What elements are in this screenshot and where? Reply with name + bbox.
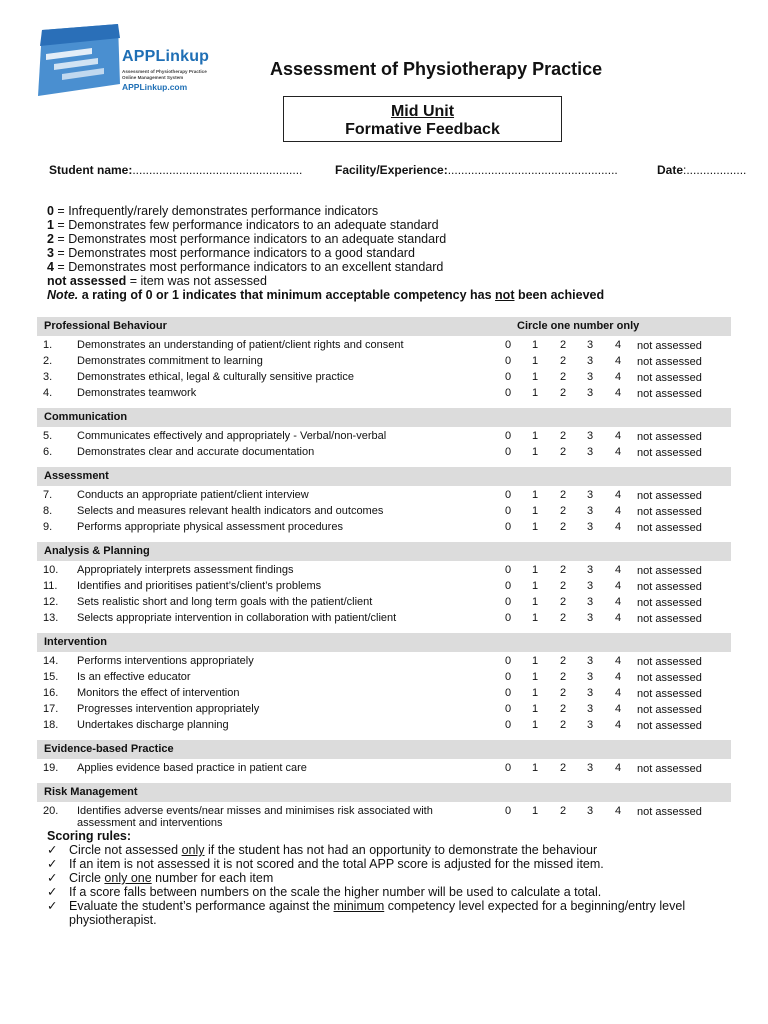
- logo-tagline: [122, 69, 242, 80]
- item-row: [37, 703, 731, 719]
- score-option-2[interactable]: 2: [559, 687, 567, 699]
- date-label: Date: [657, 163, 684, 177]
- item-row: [37, 446, 731, 462]
- not-assessed-option[interactable]: not assessed: [637, 597, 702, 609]
- not-assessed-option[interactable]: not assessed: [637, 581, 702, 593]
- score-option-0[interactable]: 0: [504, 387, 512, 399]
- checkmark-icon: ✓: [47, 843, 58, 857]
- score-option-1[interactable]: 1: [531, 339, 539, 351]
- score-option-0[interactable]: 0: [504, 596, 512, 608]
- not-assessed-option[interactable]: not assessed: [637, 447, 702, 459]
- score-option-3[interactable]: 3: [586, 430, 594, 442]
- note-before: a rating of 0 or 1 indicates that minimum acceptable competency has: [78, 288, 496, 302]
- not-assessed-option[interactable]: not assessed: [637, 522, 702, 534]
- score-option-1[interactable]: 1: [531, 580, 539, 592]
- item-row: [37, 339, 731, 355]
- section-header: [37, 408, 731, 427]
- item-text: Appropriately interprets assessment findings: [77, 564, 294, 576]
- logo-name: APPLinkup: [122, 48, 210, 65]
- item-row: [37, 671, 731, 687]
- not-assessed-option[interactable]: not assessed: [637, 656, 702, 668]
- score-option-1[interactable]: 1: [531, 430, 539, 442]
- not-assessed-option[interactable]: not assessed: [637, 356, 702, 368]
- rule-emphasis: only: [181, 843, 205, 857]
- score-option-1[interactable]: 1: [531, 387, 539, 399]
- score-option-2[interactable]: 2: [559, 580, 567, 592]
- feedback-type-box: [283, 96, 562, 142]
- score-option-3[interactable]: 3: [586, 762, 594, 774]
- facility-field[interactable]: [335, 163, 618, 177]
- score-option-4[interactable]: 4: [614, 371, 622, 383]
- score-option-3[interactable]: 3: [586, 371, 594, 383]
- score-option-3[interactable]: 3: [586, 580, 594, 592]
- item-text: Monitors the effect of intervention: [77, 687, 240, 699]
- legend-line: [47, 232, 604, 246]
- score-option-0[interactable]: 0: [504, 805, 512, 817]
- item-text: Progresses intervention appropriately: [77, 703, 260, 715]
- score-option-2[interactable]: 2: [559, 671, 567, 683]
- legend-key: 1: [47, 218, 54, 232]
- score-option-1[interactable]: 1: [531, 762, 539, 774]
- logo-url: APPLinkup.com: [122, 82, 188, 92]
- item-number: 1.: [43, 339, 53, 351]
- score-option-1[interactable]: 1: [531, 655, 539, 667]
- legend-key: not assessed: [47, 274, 127, 288]
- score-option-3[interactable]: 3: [586, 355, 594, 367]
- section-title: Communication: [44, 411, 128, 423]
- score-option-4[interactable]: 4: [614, 387, 622, 399]
- item-row: [37, 521, 731, 537]
- score-option-1[interactable]: 1: [531, 703, 539, 715]
- rule-text-before: Circle: [69, 871, 105, 885]
- not-assessed-option[interactable]: not assessed: [637, 431, 702, 443]
- item-row: [37, 687, 731, 703]
- legend-line: [47, 260, 604, 274]
- not-assessed-option[interactable]: not assessed: [637, 372, 702, 384]
- not-assessed-option[interactable]: not assessed: [637, 506, 702, 518]
- score-option-3[interactable]: 3: [586, 719, 594, 731]
- score-option-0[interactable]: 0: [504, 655, 512, 667]
- item-number: 9.: [43, 521, 53, 533]
- facility-dots: ...................................................: [447, 163, 618, 177]
- item-text: Is an effective educator: [77, 671, 191, 683]
- checkmark-icon: ✓: [47, 857, 58, 871]
- score-option-0[interactable]: 0: [504, 446, 512, 458]
- score-option-2[interactable]: 2: [559, 355, 567, 367]
- scoring-rule: [47, 857, 727, 871]
- not-assessed-option[interactable]: not assessed: [637, 340, 702, 352]
- score-option-4[interactable]: 4: [614, 671, 622, 683]
- scoring-rule: [47, 843, 727, 857]
- score-option-2[interactable]: 2: [559, 371, 567, 383]
- legend-text: = Infrequently/rarely demonstrates performance indicators: [53, 204, 379, 218]
- legend-key: 2: [47, 232, 54, 246]
- score-option-3[interactable]: 3: [586, 687, 594, 699]
- item-number: 7.: [43, 489, 53, 501]
- item-text: Performs appropriate physical assessment procedures: [77, 521, 343, 533]
- legend-note: [47, 288, 604, 302]
- legend-line: [47, 246, 604, 260]
- rule-text-before: If a score falls between numbers on the scale the higher number will be used to calculate a total.: [69, 885, 602, 899]
- rule-emphasis: only one: [104, 871, 152, 885]
- legend-text: = Demonstrates most performance indicators to an adequate standard: [53, 232, 447, 246]
- box-line-2: Formative Feedback: [345, 121, 500, 138]
- section-rows: [37, 486, 731, 540]
- score-option-2[interactable]: 2: [559, 521, 567, 533]
- legend-line: [47, 218, 604, 232]
- score-option-4[interactable]: 4: [614, 355, 622, 367]
- item-text: Demonstrates ethical, legal & culturally sensitive practice: [77, 371, 354, 383]
- score-option-1[interactable]: 1: [531, 355, 539, 367]
- score-option-0[interactable]: 0: [504, 762, 512, 774]
- item-number: 10.: [43, 564, 59, 576]
- score-option-4[interactable]: 4: [614, 580, 622, 592]
- legend-text: = Demonstrates few performance indicators to an adequate standard: [53, 218, 439, 232]
- score-option-1[interactable]: 1: [531, 805, 539, 817]
- score-option-0[interactable]: 0: [504, 703, 512, 715]
- score-option-3[interactable]: 3: [586, 655, 594, 667]
- item-row: [37, 612, 731, 628]
- item-number: 2.: [43, 355, 53, 367]
- score-option-4[interactable]: 4: [614, 762, 622, 774]
- assessment-table: [37, 317, 731, 836]
- scoring-rule: [47, 885, 727, 899]
- item-number: 20.: [43, 805, 59, 817]
- item-text: Identifies adverse events/near misses and minimises risk associated with assessment and interventions: [77, 805, 433, 829]
- item-row: [37, 505, 731, 521]
- score-option-4[interactable]: 4: [614, 719, 622, 731]
- score-option-1[interactable]: 1: [531, 612, 539, 624]
- score-option-1[interactable]: 1: [531, 687, 539, 699]
- rule-text-after: if the student has not had an opportunity to demonstrate the behaviour: [204, 843, 598, 857]
- score-option-0[interactable]: 0: [504, 671, 512, 683]
- item-text: Demonstrates commitment to learning: [77, 355, 263, 367]
- item-number: 8.: [43, 505, 53, 517]
- item-row: [37, 719, 731, 735]
- box-line-1: Mid Unit: [390, 103, 455, 120]
- scoring-rule: [47, 899, 727, 927]
- note-label: Note.: [47, 288, 79, 302]
- score-option-0[interactable]: 0: [504, 580, 512, 592]
- score-option-3[interactable]: 3: [586, 612, 594, 624]
- item-text: Sets realistic short and long term goals with the patient/client: [77, 596, 373, 608]
- score-option-1[interactable]: 1: [531, 505, 539, 517]
- score-option-4[interactable]: 4: [614, 687, 622, 699]
- student-name-dots: ...................................................: [132, 163, 303, 177]
- item-row: [37, 564, 731, 580]
- app-linkup-logo: [32, 24, 242, 98]
- score-option-2[interactable]: 2: [559, 387, 567, 399]
- score-option-1[interactable]: 1: [531, 671, 539, 683]
- score-option-2[interactable]: 2: [559, 505, 567, 517]
- item-number: 18.: [43, 719, 59, 731]
- checkmark-icon: ✓: [47, 899, 58, 913]
- item-text: Applies evidence based practice in patient care: [77, 762, 307, 774]
- not-assessed-option[interactable]: not assessed: [637, 720, 702, 732]
- section-rows: [37, 427, 731, 465]
- rule-text-before: Evaluate the student’s performance against the: [69, 899, 334, 913]
- item-number: 6.: [43, 446, 53, 458]
- item-row: [37, 430, 731, 446]
- item-text: Performs interventions appropriately: [77, 655, 254, 667]
- student-name-field[interactable]: [49, 163, 302, 177]
- score-option-0[interactable]: 0: [504, 355, 512, 367]
- score-option-3[interactable]: 3: [586, 521, 594, 533]
- legend-key: 3: [47, 246, 54, 260]
- item-row: [37, 387, 731, 403]
- date-dots: :..................: [683, 163, 747, 177]
- legend-key: 4: [47, 260, 54, 274]
- score-option-2[interactable]: 2: [559, 762, 567, 774]
- score-option-0[interactable]: 0: [504, 719, 512, 731]
- section-header: [37, 740, 731, 759]
- item-number: 4.: [43, 387, 53, 399]
- score-option-3[interactable]: 3: [586, 703, 594, 715]
- item-row: [37, 762, 731, 778]
- score-option-0[interactable]: 0: [504, 521, 512, 533]
- scoring-rule: [47, 871, 727, 885]
- score-option-2[interactable]: 2: [559, 489, 567, 501]
- section-header: [37, 467, 731, 486]
- not-assessed-option[interactable]: not assessed: [637, 613, 702, 625]
- not-assessed-option[interactable]: not assessed: [637, 688, 702, 700]
- section-header: [37, 783, 731, 802]
- item-text: Selects and measures relevant health indicators and outcomes: [77, 505, 384, 517]
- section-rows: [37, 561, 731, 631]
- facility-label: Facility/Experience:: [335, 163, 448, 177]
- item-row: [37, 655, 731, 671]
- score-option-0[interactable]: 0: [504, 430, 512, 442]
- note-after: been achieved: [514, 288, 605, 302]
- score-option-4[interactable]: 4: [614, 430, 622, 442]
- checkmark-icon: ✓: [47, 885, 58, 899]
- score-option-0[interactable]: 0: [504, 687, 512, 699]
- score-option-4[interactable]: 4: [614, 596, 622, 608]
- not-assessed-option[interactable]: not assessed: [637, 490, 702, 502]
- item-number: 12.: [43, 596, 59, 608]
- section-title: Evidence-based Practice: [44, 743, 174, 755]
- logo-tagline-line-2: Online Management System: [122, 74, 184, 80]
- item-row: [37, 596, 731, 612]
- legend-line: [47, 204, 604, 218]
- score-option-0[interactable]: 0: [504, 371, 512, 383]
- item-number: 16.: [43, 687, 59, 699]
- score-option-4[interactable]: 4: [614, 446, 622, 458]
- score-option-2[interactable]: 2: [559, 596, 567, 608]
- item-number: 15.: [43, 671, 59, 683]
- document-title: Assessment of Physiotherapy Practice: [270, 59, 603, 79]
- item-number: 19.: [43, 762, 59, 774]
- section-rows: [37, 759, 731, 781]
- note-emph: not: [495, 288, 515, 302]
- score-option-0[interactable]: 0: [504, 564, 512, 576]
- score-option-4[interactable]: 4: [614, 564, 622, 576]
- score-option-4[interactable]: 4: [614, 805, 622, 817]
- section-title: Intervention: [44, 636, 107, 648]
- score-option-4[interactable]: 4: [614, 521, 622, 533]
- score-option-3[interactable]: 3: [586, 564, 594, 576]
- item-text: Demonstrates clear and accurate documentation: [77, 446, 315, 458]
- item-text: Selects appropriate intervention in collaboration with patient/client: [77, 612, 397, 624]
- not-assessed-option[interactable]: not assessed: [637, 388, 702, 400]
- score-option-4[interactable]: 4: [614, 703, 622, 715]
- score-option-1[interactable]: 1: [531, 596, 539, 608]
- score-option-2[interactable]: 2: [559, 564, 567, 576]
- score-option-3[interactable]: 3: [586, 387, 594, 399]
- not-assessed-option[interactable]: not assessed: [637, 704, 702, 716]
- score-option-0[interactable]: 0: [504, 339, 512, 351]
- score-option-3[interactable]: 3: [586, 339, 594, 351]
- score-option-1[interactable]: 1: [531, 446, 539, 458]
- score-option-1[interactable]: 1: [531, 371, 539, 383]
- rule-text-after: number for each item: [151, 871, 274, 885]
- section-title: Professional Behaviour: [44, 320, 167, 332]
- scoring-rules-title: Scoring rules:: [47, 829, 132, 843]
- score-option-3[interactable]: 3: [586, 671, 594, 683]
- score-option-4[interactable]: 4: [614, 655, 622, 667]
- item-row: [37, 355, 731, 371]
- not-assessed-option[interactable]: not assessed: [637, 806, 702, 818]
- score-option-3[interactable]: 3: [586, 489, 594, 501]
- score-option-3[interactable]: 3: [586, 505, 594, 517]
- rule-emphasis: minimum: [333, 899, 385, 913]
- checkmark-icon: ✓: [47, 871, 58, 885]
- score-option-4[interactable]: 4: [614, 612, 622, 624]
- score-option-2[interactable]: 2: [559, 703, 567, 715]
- section-header: [37, 542, 731, 561]
- score-option-2[interactable]: 2: [559, 805, 567, 817]
- item-number: 5.: [43, 430, 53, 442]
- section-title: Analysis & Planning: [44, 545, 150, 557]
- legend-text: = Demonstrates most performance indicators to a good standard: [53, 246, 415, 260]
- item-number: 17.: [43, 703, 59, 715]
- circle-instruction: Circle one number only: [517, 320, 640, 332]
- score-option-0[interactable]: 0: [504, 505, 512, 517]
- logo-mark-icon: [32, 24, 122, 98]
- section-rows: [37, 336, 731, 406]
- item-text: Conducts an appropriate patient/client interview: [77, 489, 309, 501]
- item-row: [37, 580, 731, 596]
- score-option-4[interactable]: 4: [614, 489, 622, 501]
- score-option-0[interactable]: 0: [504, 489, 512, 501]
- rule-text-before: Circle not assessed: [69, 843, 182, 857]
- legend-text: = Demonstrates most performance indicators to an excellent standard: [53, 260, 444, 274]
- item-number: 3.: [43, 371, 53, 383]
- section-header: [37, 317, 731, 336]
- score-option-2[interactable]: 2: [559, 339, 567, 351]
- score-option-0[interactable]: 0: [504, 612, 512, 624]
- legend-key: 0: [47, 204, 54, 218]
- score-option-1[interactable]: 1: [531, 521, 539, 533]
- score-option-2[interactable]: 2: [559, 612, 567, 624]
- score-option-3[interactable]: 3: [586, 596, 594, 608]
- rating-legend: [47, 204, 604, 302]
- scoring-rules: [47, 829, 727, 927]
- score-option-4[interactable]: 4: [614, 339, 622, 351]
- logo-tagline-line-1: Assessment of Physiotherapy Practice: [122, 69, 207, 74]
- item-text: Undertakes discharge planning: [77, 719, 229, 731]
- score-option-2[interactable]: 2: [559, 655, 567, 667]
- item-row: [37, 489, 731, 505]
- section-title: Risk Management: [44, 786, 138, 798]
- student-name-label: Student name:: [49, 163, 133, 177]
- legend-text: = item was not assessed: [126, 274, 267, 288]
- score-option-4[interactable]: 4: [614, 505, 622, 517]
- score-option-1[interactable]: 1: [531, 489, 539, 501]
- score-option-1[interactable]: 1: [531, 564, 539, 576]
- date-field[interactable]: [657, 163, 746, 177]
- item-text: Identifies and prioritises patient’s/client’s problems: [77, 580, 322, 592]
- item-row: [37, 371, 731, 387]
- item-number: 11.: [43, 580, 58, 592]
- score-option-3[interactable]: 3: [586, 446, 594, 458]
- score-option-1[interactable]: 1: [531, 719, 539, 731]
- score-option-2[interactable]: 2: [559, 719, 567, 731]
- item-number: 14.: [43, 655, 59, 667]
- score-option-2[interactable]: 2: [559, 430, 567, 442]
- score-option-3[interactable]: 3: [586, 805, 594, 817]
- rule-text-after: competency level expected for a beginning/entry level physiotherapist.: [69, 899, 686, 927]
- legend-line: [47, 274, 604, 288]
- not-assessed-option[interactable]: not assessed: [637, 565, 702, 577]
- section-header: [37, 633, 731, 652]
- rule-text-before: If an item is not assessed it is not scored and the total APP score is adjusted for the missed item.: [69, 857, 604, 871]
- section-title: Assessment: [44, 470, 109, 482]
- not-assessed-option[interactable]: not assessed: [637, 672, 702, 684]
- not-assessed-option[interactable]: not assessed: [637, 763, 702, 775]
- score-option-2[interactable]: 2: [559, 446, 567, 458]
- item-number: 13.: [43, 612, 59, 624]
- item-text: Demonstrates an understanding of patient/client rights and consent: [77, 339, 404, 351]
- section-rows: [37, 652, 731, 738]
- item-text: Demonstrates teamwork: [77, 387, 197, 399]
- item-text: Communicates effectively and appropriately - Verbal/non-verbal: [77, 430, 387, 442]
